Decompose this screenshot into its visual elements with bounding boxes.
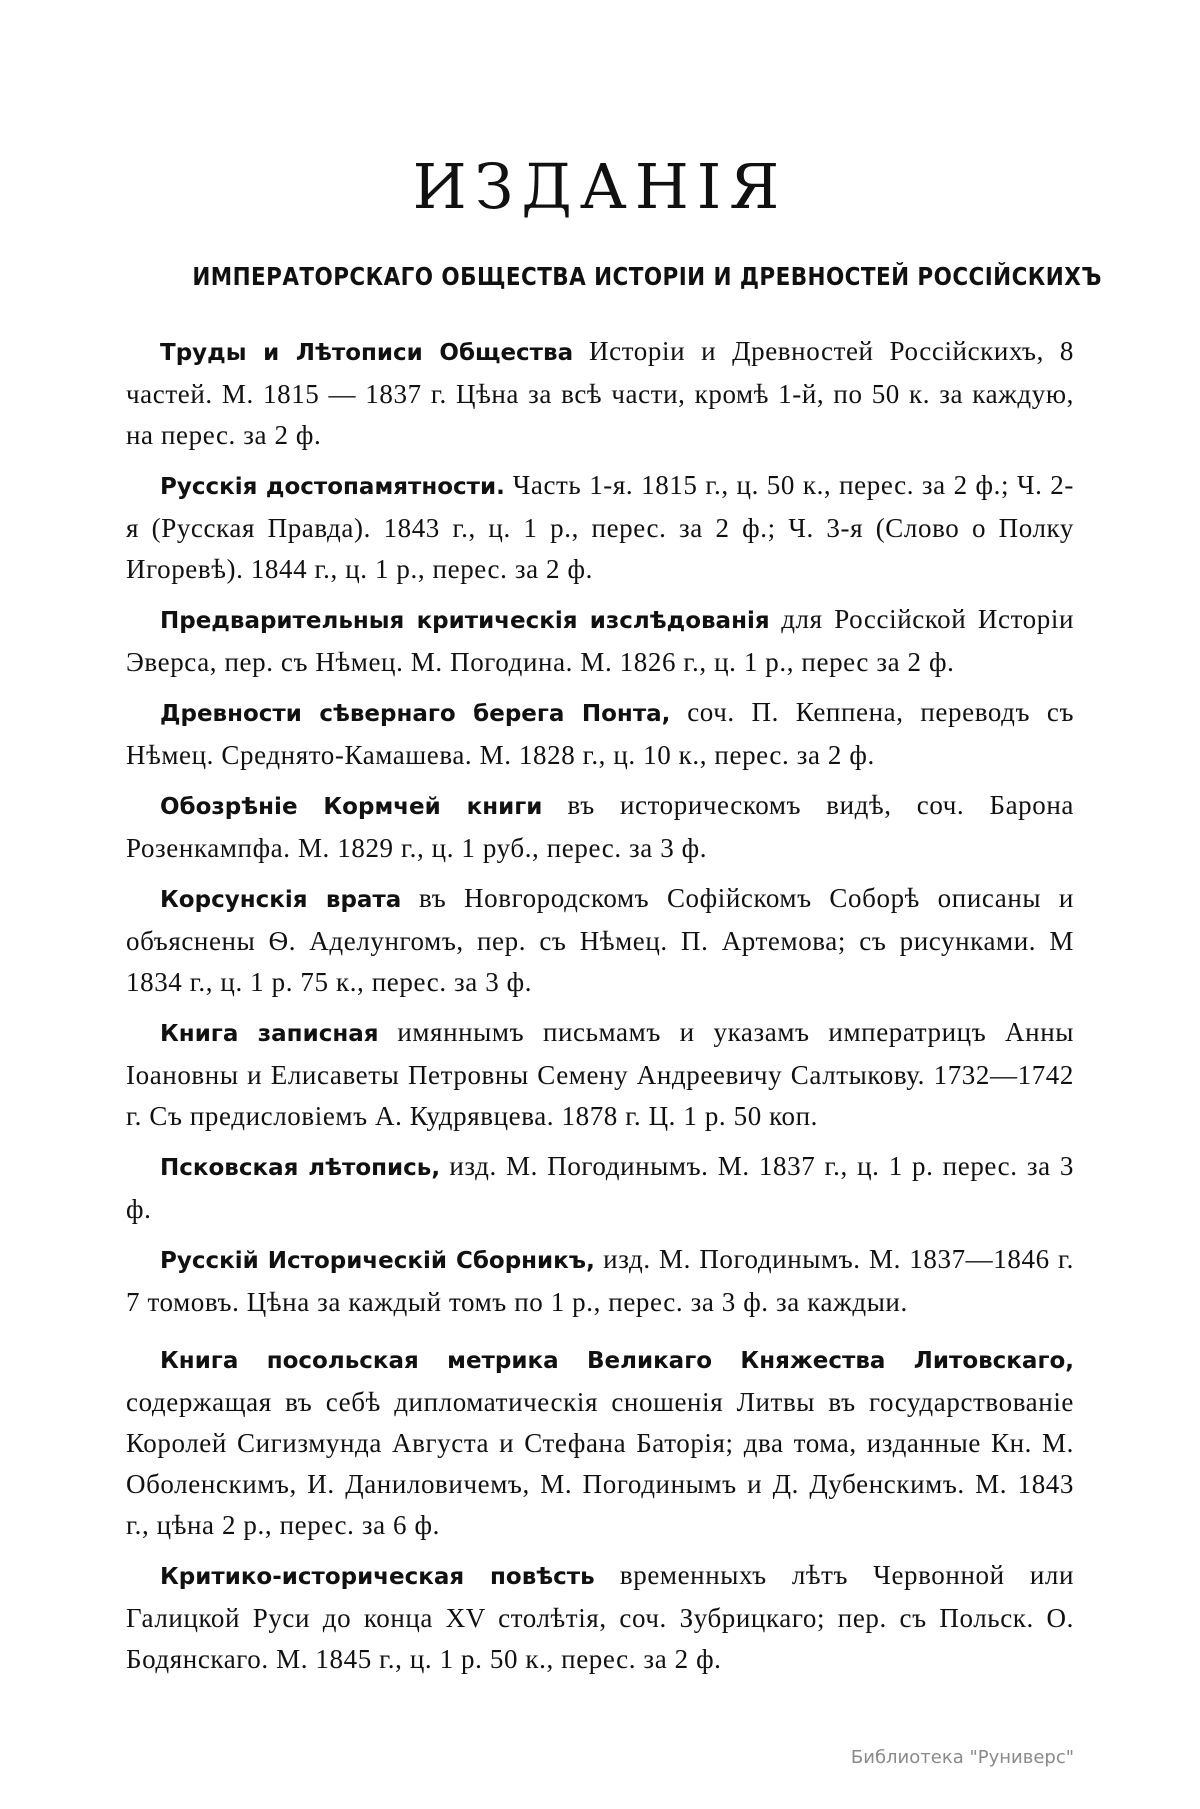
- publication-entry: [126, 692, 1074, 776]
- entry-text: временныхъ лѣтъ Червонной или Галицкой Руси до конца XV столѣтія, соч. Зубрицкаго; пер. съ Польск. О. Бодянскаго. М. 1845 г., ц. 1 р. 50 к., перес. за 2 ф.: [126, 1560, 1074, 1675]
- publication-list: [126, 331, 1074, 1680]
- library-watermark: Библиотека "Руниверс": [850, 1747, 1074, 1768]
- entry-title: Псковская лѣтопись,: [160, 1155, 441, 1182]
- publication-entry: [126, 878, 1074, 1003]
- entry-text: Исторіи и Древностей Россійскихъ, 8 частей. М. 1815 — 1837 г. Цѣна за всѣ части, кромѣ 1-й, по 50 к. за каждую, на перес. за 2 ф.: [126, 336, 1074, 451]
- entry-title: Труды и Лѣтописи Общества: [160, 340, 574, 367]
- publication-entry: [126, 1339, 1074, 1546]
- page-title: ИЗДАНІЯ: [412, 150, 788, 223]
- publication-entry: [126, 785, 1074, 869]
- entry-title: Предварительныя критическія изслѣдованія: [160, 608, 770, 635]
- publication-entry: [126, 1555, 1074, 1680]
- publication-entry: [126, 599, 1074, 683]
- publication-entry: [126, 465, 1074, 590]
- entry-title: Критико-историческая повѣсть: [160, 1564, 595, 1591]
- entry-text: содержащая въ себѣ дипломатическія сношенія Литвы въ государствованіе Королей Сигизмунда Августа и Стефана Баторія; два тома, изданные Кн. М. Оболенскимъ, И. Даниловичемъ, М. Погодинымъ и Д. Дубенскимъ. М. 1843 г., цѣна 2 р., перес. за 6 ф.: [126, 1387, 1074, 1541]
- entry-text: имяннымъ письмамъ и указамъ императрицъ Анны Іоановны и Елисаветы Петровны Семену Андреевичу Салтыкову. 1732—1742 г. Съ предисловіемъ А. Кудрявцева. 1878 г. Ц. 1 р. 50 коп.: [126, 1017, 1074, 1132]
- entry-text: изд. М. Погодинымъ. М. 1837—1846 г. 7 томовъ. Цѣна за каждый томъ по 1 р., перес. за 3 ф. за каждыи.: [126, 1244, 1074, 1318]
- entry-text: изд. М. Погодинымъ. М. 1837 г., ц. 1 р. перес. за 3 ф.: [126, 1151, 1074, 1225]
- entry-title: Обозрѣніе Кормчей книги: [160, 794, 543, 821]
- entry-title: Книга посольская метрика Великаго Княжества Литовскаго,: [160, 1348, 1074, 1375]
- entry-text: соч. П. Кеппена, переводъ съ Нѣмец. Среднято-Камашева. М. 1828 г., ц. 10 к., перес. за 2 ф.: [126, 697, 1075, 771]
- entry-title: Русскій Историческій Сборникъ,: [160, 1248, 595, 1275]
- entry-title: Древности сѣвернаго берега Понта,: [160, 701, 671, 728]
- entry-text: Часть 1-я. 1815 г., ц. 50 к., перес. за 2 ф.; Ч. 2-я (Русская Правда). 1843 г., ц. 1 р., перес. за 2 ф.; Ч. 3-я (Слово о Полку Игоревѣ). 1844 г., ц. 1 р., перес. за 2 ф.: [126, 470, 1074, 585]
- publication-entry: [126, 1012, 1074, 1137]
- entry-title: Книга записная: [160, 1021, 379, 1048]
- publication-entry: [126, 331, 1074, 456]
- entry-text: для Россійской Исторіи Эверса, пер. съ Нѣмец. М. Погодина. М. 1826 г., ц. 1 р., перес за 2 ф.: [126, 604, 1074, 678]
- entry-text: въ Новгородскомъ Софійскомъ Соборѣ описаны и объяснены Ѳ. Аделунгомъ, пер. съ Нѣмец. П. Артемова; съ рисунками. М 1834 г., ц. 1 р. 75 к., перес. за 3 ф.: [126, 883, 1074, 998]
- publication-entry: [126, 1146, 1074, 1230]
- entry-title: Русскія достопамятности.: [160, 474, 505, 501]
- page-content: [126, 150, 1102, 1689]
- publication-entry: [126, 1239, 1074, 1323]
- entry-title: Корсунскія врата: [160, 887, 402, 914]
- entry-text: въ историческомъ видѣ, соч. Барона Розенкампфа. М. 1829 г., ц. 1 руб., перес. за 3 ф.: [126, 790, 1074, 864]
- page-subtitle: ИМПЕРАТОРСКАГО ОБЩЕСТВА ИСТОРІИ И ДРЕВНОСТЕЙ РОССІЙСКИХЪ: [192, 262, 1102, 292]
